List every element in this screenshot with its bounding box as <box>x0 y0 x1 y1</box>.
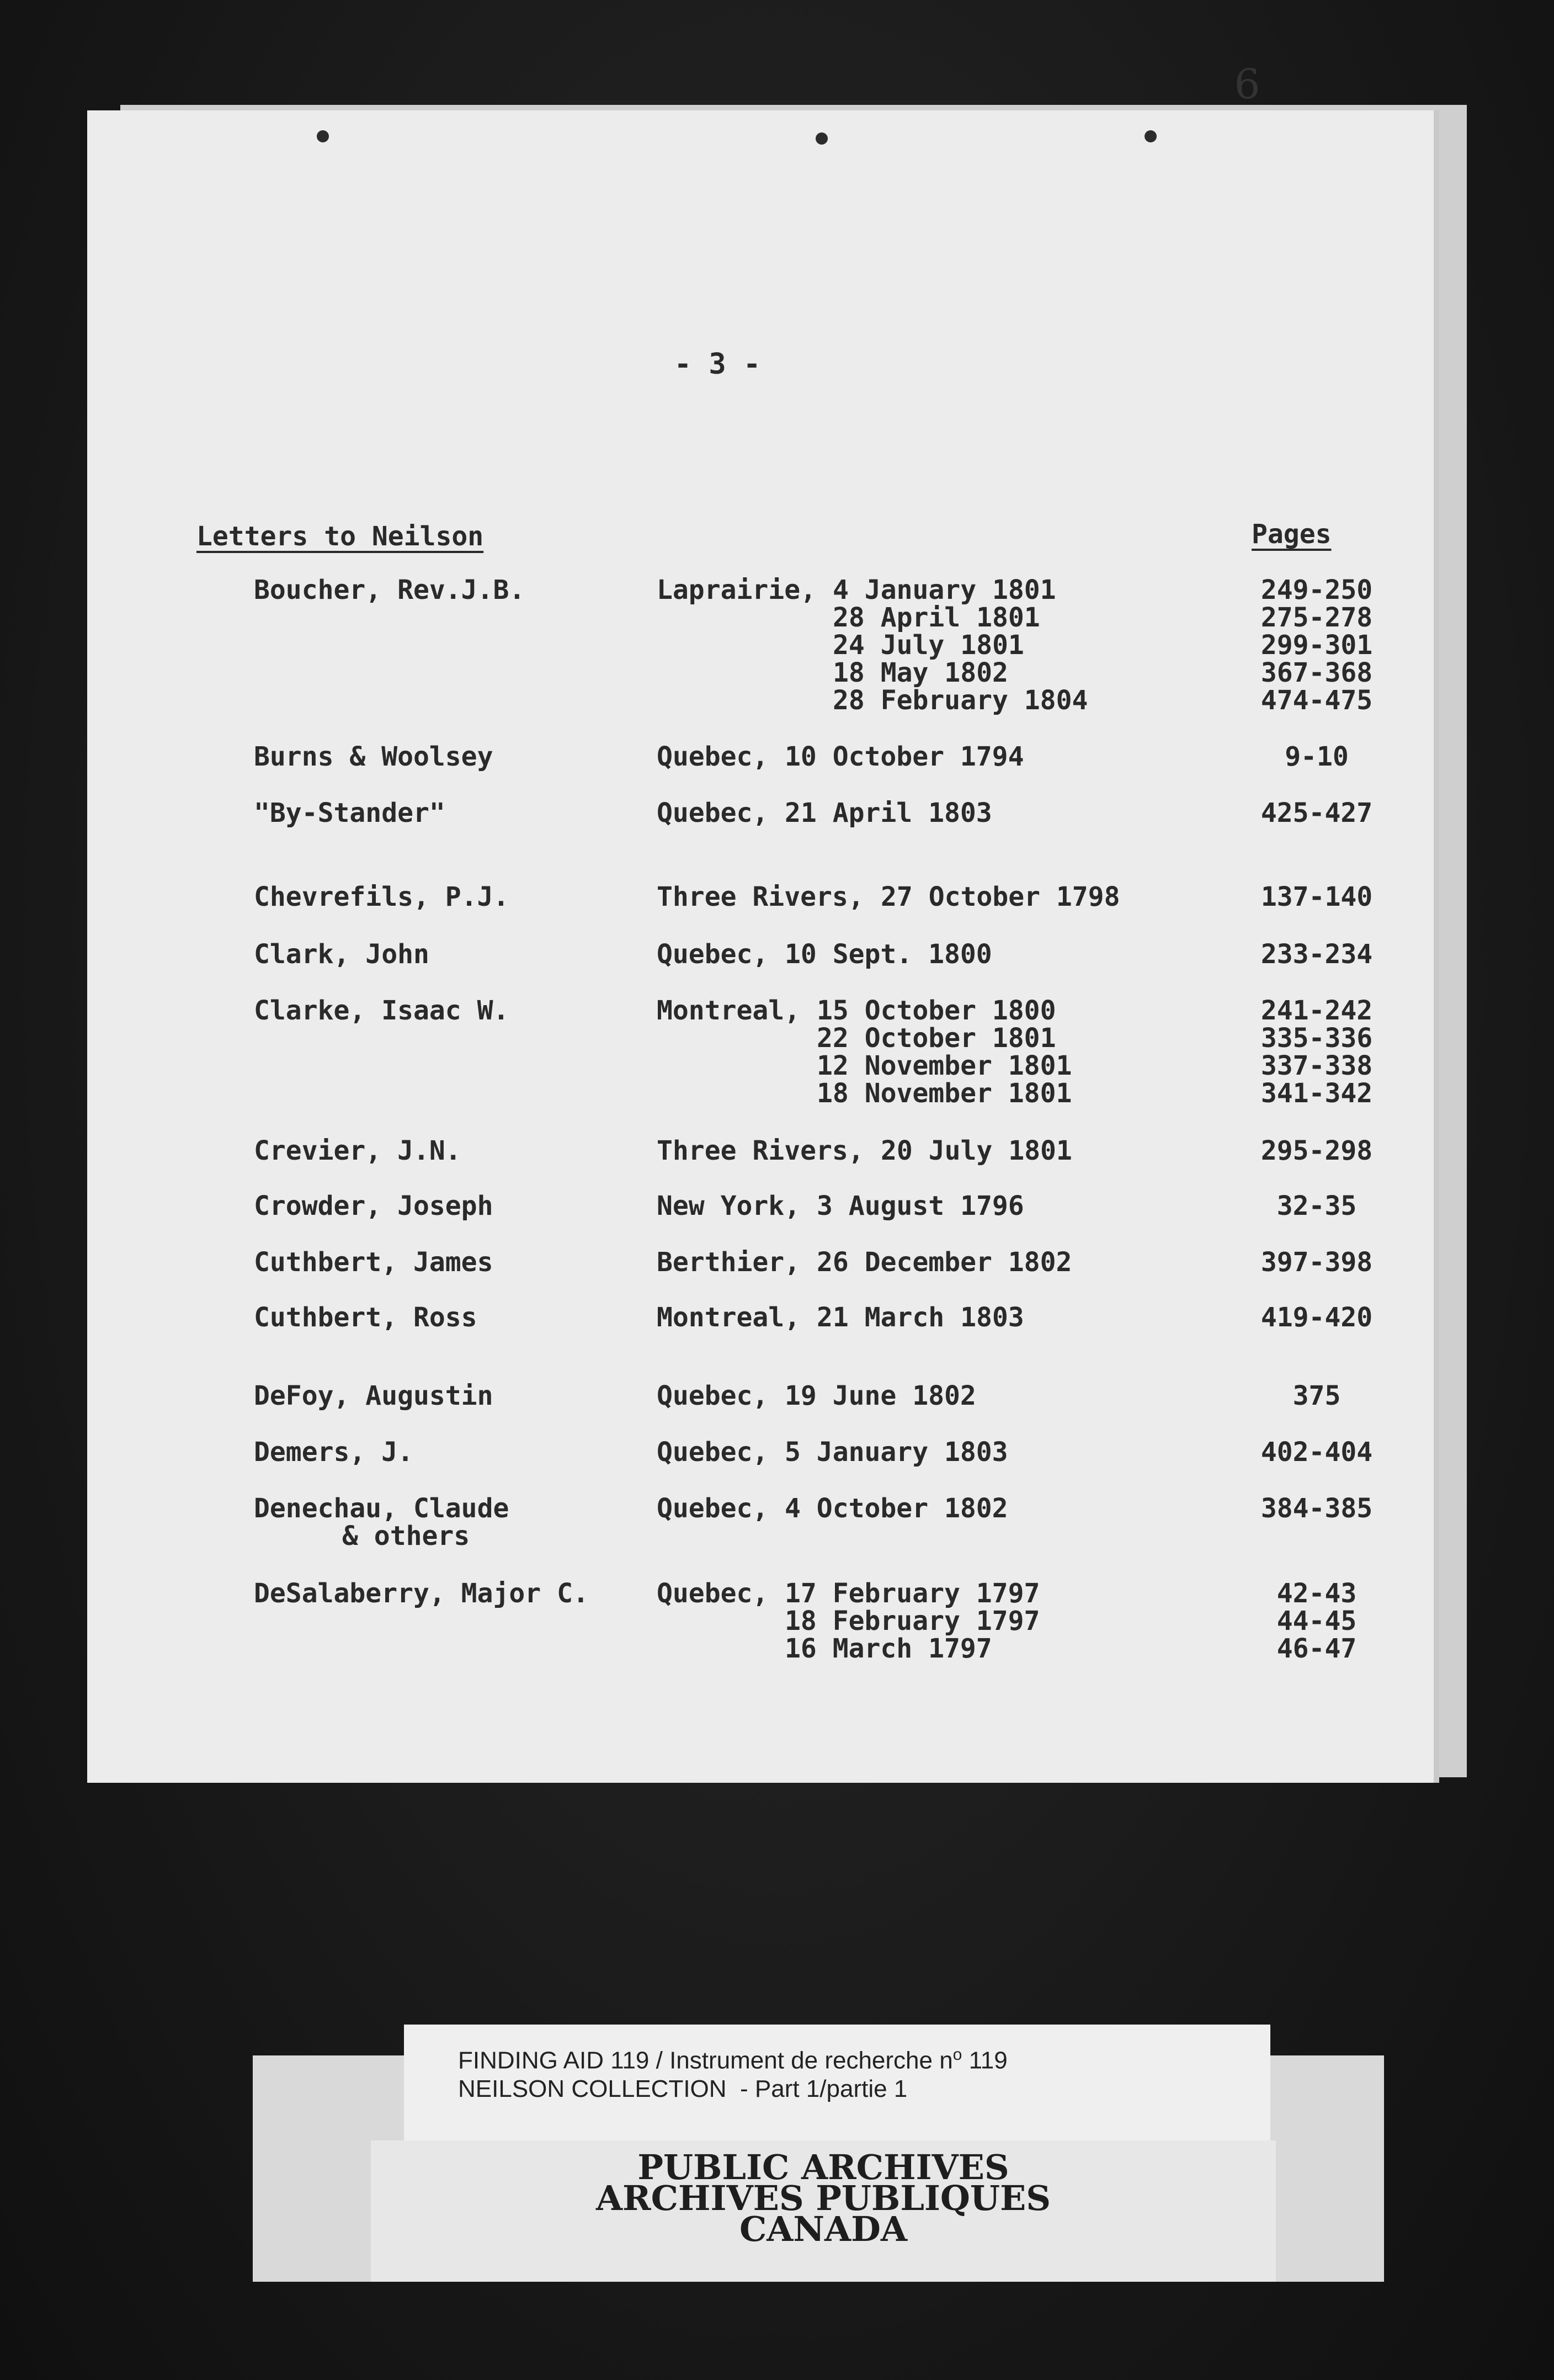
page-range: 9-10 <box>1285 741 1349 772</box>
place-name: Three Rivers, <box>657 1135 864 1166</box>
page-range: 384-385 <box>1260 1493 1373 1524</box>
page-range: 44-45 <box>1276 1606 1357 1637</box>
page-range: 367-368 <box>1260 657 1373 688</box>
correspondent-name: Burns & Woolsey <box>254 741 493 772</box>
correspondent-name: Demers, J. <box>254 1437 413 1468</box>
page-range: 335-336 <box>1260 1023 1373 1054</box>
place-name: Quebec, <box>657 741 769 772</box>
correspondent-name: DeFoy, Augustin <box>254 1380 493 1411</box>
correspondent-name: & others <box>342 1521 470 1552</box>
page-range: 419-420 <box>1260 1302 1373 1333</box>
page-range: 397-398 <box>1260 1247 1373 1278</box>
letter-date: 22 October 1801 <box>817 1023 1056 1054</box>
correspondent-name: Crowder, Joseph <box>254 1191 493 1221</box>
place-name: New York, <box>657 1191 801 1221</box>
correspondent-name: "By-Stander" <box>254 798 445 828</box>
letter-date: 16 March 1797 <box>785 1633 992 1664</box>
place-name: Berthier, <box>657 1247 801 1278</box>
place-name: Quebec, <box>657 1578 769 1609</box>
letter-date: 21 March 1803 <box>817 1302 1024 1333</box>
page-range: 249-250 <box>1260 575 1373 605</box>
letter-date: 21 April 1803 <box>785 798 992 828</box>
letter-date: 19 June 1802 <box>785 1380 976 1411</box>
page-range: 425-427 <box>1260 798 1373 828</box>
page-range: 341-342 <box>1260 1078 1373 1109</box>
place-name: Quebec, <box>657 1493 769 1524</box>
page-number: - 3 - <box>674 348 761 381</box>
letter-date: 5 January 1803 <box>785 1437 1008 1468</box>
page-range: 32-35 <box>1276 1191 1357 1221</box>
correspondent-name: Boucher, Rev.J.B. <box>254 575 525 605</box>
place-name: Quebec, <box>657 1437 769 1468</box>
page-range: 375 <box>1292 1380 1341 1411</box>
page-range: 233-234 <box>1260 939 1373 970</box>
place-name: Three Rivers, <box>657 881 864 912</box>
correspondent-name: Crevier, J.N. <box>254 1135 461 1166</box>
letter-date: 4 October 1802 <box>785 1493 1008 1524</box>
archives-stamp-line-2: ARCHIVES PUBLIQUES <box>595 2178 1051 2218</box>
letter-date: 24 July 1801 <box>833 630 1024 661</box>
archives-stamp-line-3: CANADA <box>739 2209 908 2249</box>
page-range: 42-43 <box>1276 1578 1357 1609</box>
page-range: 474-475 <box>1260 685 1373 716</box>
heading-letters-to-neilson: Letters to Neilson <box>196 521 484 552</box>
place-name: Montreal, <box>657 995 801 1026</box>
letter-date: 10 Sept. 1800 <box>785 939 992 970</box>
letter-date: 28 February 1804 <box>833 685 1088 716</box>
page-range: 337-338 <box>1260 1050 1373 1081</box>
page-range: 299-301 <box>1260 630 1373 661</box>
finding-aid-line-2: NEILSON COLLECTION - Part 1/partie 1 <box>458 2075 908 2102</box>
punch-hole-right <box>1145 130 1157 142</box>
page-range: 402-404 <box>1260 1437 1373 1468</box>
letter-date: 3 August 1796 <box>817 1191 1024 1221</box>
correspondent-name: Clark, John <box>254 939 429 970</box>
place-name: Quebec, <box>657 1380 769 1411</box>
folio-number: 6 <box>1234 61 1260 108</box>
letter-date: 17 February 1797 <box>785 1578 1040 1609</box>
page-range: 295-298 <box>1260 1135 1373 1166</box>
correspondent-name: Denechau, Claude <box>254 1493 509 1524</box>
letter-date: 12 November 1801 <box>817 1050 1072 1081</box>
correspondent-name: Cuthbert, James <box>254 1247 493 1278</box>
archives-stamp-line-1: PUBLIC ARCHIVES <box>637 2147 1009 2187</box>
place-name: Quebec, <box>657 939 769 970</box>
letter-date: 10 October 1794 <box>785 741 1024 772</box>
place-name: Laprairie, <box>657 575 816 605</box>
page-range: 137-140 <box>1260 881 1373 912</box>
correspondent-name: Clarke, Isaac W. <box>254 995 509 1026</box>
punch-hole-left <box>317 130 329 142</box>
letter-date: 28 April 1801 <box>833 602 1040 633</box>
heading-pages: Pages <box>1252 519 1332 550</box>
page-range: 46-47 <box>1276 1633 1357 1664</box>
letter-date: 4 January 1801 <box>833 575 1056 605</box>
letter-date: 20 July 1801 <box>881 1135 1072 1166</box>
letter-date: 18 May 1802 <box>833 657 1008 688</box>
punch-hole-center <box>816 132 828 145</box>
letter-date: 26 December 1802 <box>817 1247 1072 1278</box>
finding-aid-line-1: FINDING AID 119 / Instrument de recherche $n^o$ 119 <box>458 2046 1008 2074</box>
page-range: 241-242 <box>1260 995 1373 1026</box>
letter-date: 15 October 1800 <box>817 995 1056 1026</box>
page-range: 275-278 <box>1260 602 1373 633</box>
letter-date: 18 November 1801 <box>817 1078 1072 1109</box>
correspondent-name: Cuthbert, Ross <box>254 1302 477 1333</box>
place-name: Quebec, <box>657 798 769 828</box>
place-name: Montreal, <box>657 1302 801 1333</box>
correspondent-name: DeSalaberry, Major C. <box>254 1578 589 1609</box>
correspondent-name: Chevrefils, P.J. <box>254 881 509 912</box>
letter-date: 18 February 1797 <box>785 1606 1040 1637</box>
letter-date: 27 October 1798 <box>881 881 1120 912</box>
